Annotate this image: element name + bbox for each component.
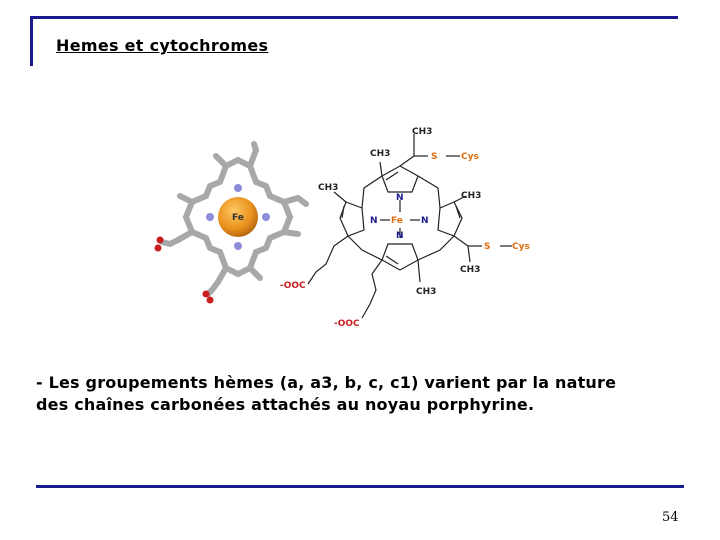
label-ch3-top: CH3 (412, 127, 433, 137)
label-ooc-upper: -OOC (280, 281, 306, 291)
label-n-bottom: N (396, 231, 404, 241)
label-ch3-lower-right: CH3 (460, 265, 481, 275)
body-paragraph (36, 372, 696, 416)
label-ch3-upper-left: CH3 (370, 149, 391, 159)
model-fe-label: Fe (232, 213, 244, 223)
bottom-rule (36, 485, 684, 488)
label-s-right: S (484, 242, 491, 252)
formula-labels (280, 127, 530, 329)
body-line-1: - Les groupements hèmes (a, a3, b, c, c1) varient par la nature (36, 373, 617, 392)
body-line-2: des chaînes carbonées attachés au noyau porphyrine. (36, 395, 535, 414)
label-cys-right: Cys (512, 242, 530, 252)
left-accent-bar (30, 16, 33, 66)
label-ooc-lower: -OOC (334, 319, 360, 329)
label-fe: Fe (391, 216, 403, 226)
heme-figure (148, 122, 532, 334)
label-n-left: N (370, 216, 378, 226)
heme-structural-formula (308, 134, 512, 318)
label-cys-top: Cys (461, 152, 479, 162)
label-s-top: S (431, 152, 438, 162)
label-ch3-left: CH3 (318, 183, 339, 193)
page-number: 54 (662, 510, 679, 525)
heme-3d-model (155, 144, 307, 304)
top-rule (30, 16, 678, 19)
label-ch3-bottom: CH3 (416, 287, 437, 297)
label-n-right: N (421, 216, 429, 226)
label-ch3-right: CH3 (461, 191, 482, 201)
label-n-top: N (396, 193, 404, 203)
slide-title: Hemes et cytochromes (56, 36, 269, 55)
